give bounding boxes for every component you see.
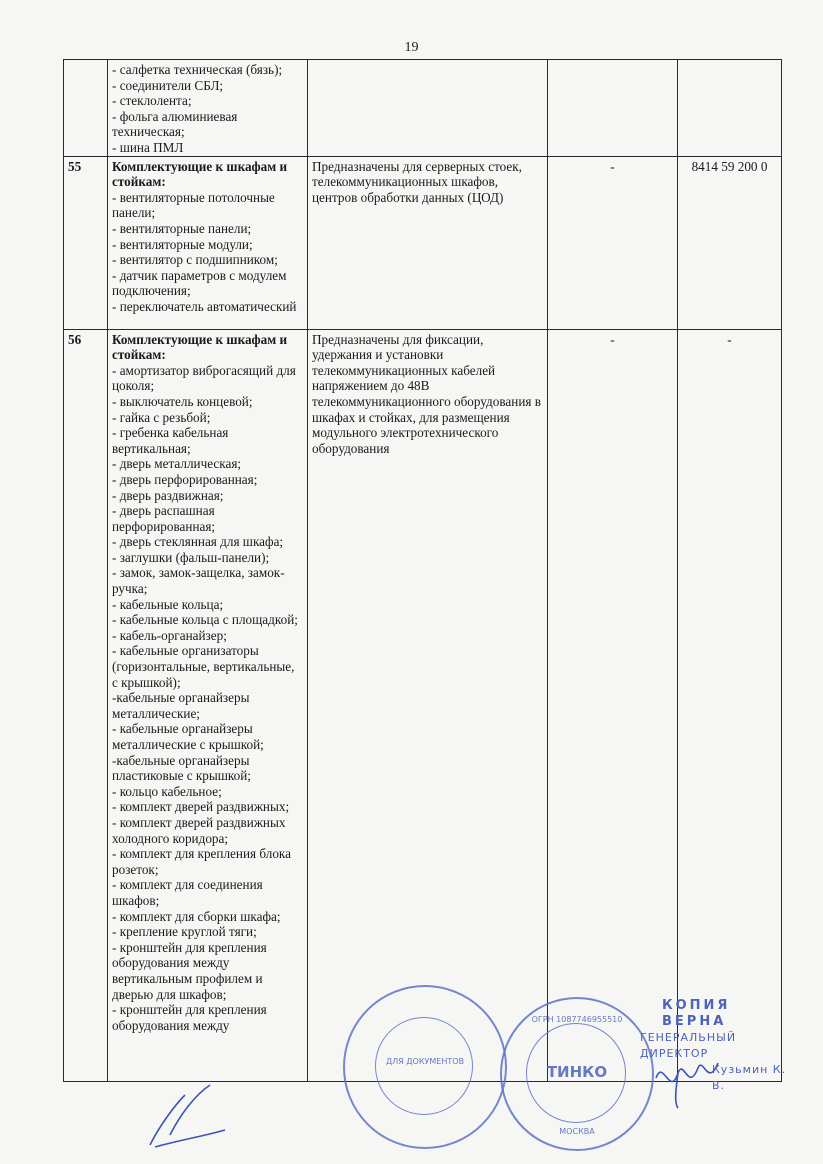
stamp-inner-ring xyxy=(375,1017,473,1115)
stamp-city: МОСКВА xyxy=(559,1127,595,1136)
list-item: - крепление круглой тяги; xyxy=(112,924,257,940)
list-item: - комплект для сборки шкафа; xyxy=(112,908,281,924)
list-item: - вентилятор с подшипником; xyxy=(112,252,278,268)
list-item: - вентиляторные потолочные панели; xyxy=(112,189,275,221)
cell-col4: - xyxy=(548,156,678,329)
cell-code: - xyxy=(678,329,782,1081)
list-item: - кабельные кольца; xyxy=(112,596,224,612)
table-row-55 xyxy=(64,156,782,329)
list-item: - кабельные кольца с площадкой; xyxy=(112,612,298,628)
cell-items xyxy=(108,156,308,329)
list-item: - кабель-органайзер; xyxy=(112,627,227,643)
row-title: Комплектующие к шкафам и стойкам: xyxy=(112,331,288,363)
cell-items xyxy=(108,60,308,157)
list-item: - соединители СБЛ; xyxy=(112,77,224,93)
list-item: - салфетка техническая (бязь); xyxy=(112,62,283,77)
company-stamp xyxy=(500,997,654,1151)
goods-table xyxy=(63,59,782,1082)
list-item: - комплект для крепления блока розеток; xyxy=(112,846,291,877)
list-item: - стеклолента; xyxy=(112,93,192,109)
table-row-56 xyxy=(64,329,782,1081)
cell-purpose: Предназначены для серверных стоек, телекоммуникационных шкафов, центров обработки данных (ЦОД) xyxy=(308,156,548,329)
list-item: - дверь стеклянная для шкафа; xyxy=(112,534,284,550)
cell-col4 xyxy=(548,60,678,157)
list-item: - кольцо кабельное; xyxy=(112,783,222,799)
list-item: - фольга алюминиевая техническая; xyxy=(112,108,238,140)
copy-stamp-name: Кузьмин К. В. xyxy=(712,1063,787,1092)
signature-right xyxy=(648,1048,728,1113)
stamp-ogrn: ОГРН 1087746955510 xyxy=(531,1015,623,1024)
cell-purpose: Предназначены для фиксации, удержания и установки телекоммуникационных кабелей напряжением до 48В телекоммуникационного оборудования в шкафах и стойках, для размещения модульного электротехнического оборудования xyxy=(308,329,548,1081)
list-item: - гребенка кабельная вертикальная; xyxy=(112,425,229,456)
list-item: - вентиляторные модули; xyxy=(112,236,253,252)
list-item: - кронштейн для крепления оборудования между xyxy=(112,1002,267,1033)
list-item: - комплект дверей раздвижных; xyxy=(112,799,290,815)
list-item: - кабельные организаторы (горизонтальные, вертикальные, с крышкой); xyxy=(112,643,295,690)
list-item: - заглушки (фальш-панели); xyxy=(112,549,270,565)
list-item: - переключатель автоматический xyxy=(112,298,297,314)
cell-number: 55 xyxy=(64,156,108,329)
list-item: - выключатель концевой; xyxy=(112,393,253,409)
cell-number xyxy=(64,60,108,157)
list-item: - комплект для соединения шкафов; xyxy=(112,877,263,908)
list-item: - комплект дверей раздвижных холодного коридора; xyxy=(112,814,286,846)
list-item: - кронштейн для крепления оборудования между вертикальным профилем и дверью для шкафов; xyxy=(112,939,267,1002)
row-title: Комплектующие к шкафам и стойкам: xyxy=(112,158,288,190)
list-item: - кабельные органайзеры металлические с крышкой; xyxy=(112,721,264,752)
list-item: - шина ПМЛ xyxy=(112,139,184,155)
cell-number: 56 xyxy=(64,329,108,1081)
cell-col4: - xyxy=(548,329,678,1081)
list-item: - гайка с резьбой; xyxy=(112,409,211,425)
list-item: - замок, замок-защелка, замок-ручка; xyxy=(112,565,285,597)
table-row-continued xyxy=(64,60,782,157)
cell-purpose xyxy=(308,60,548,157)
company-logo: ТИНКО xyxy=(546,1063,608,1081)
page-number: 19 xyxy=(404,40,419,55)
list-item: -кабельные органайзеры металлические; xyxy=(112,690,250,721)
list-item: - дверь раздвижная; xyxy=(112,487,224,503)
list-item: - дверь перфорированная; xyxy=(112,471,258,487)
cell-code xyxy=(678,60,782,157)
copy-stamp-position: ГЕНЕРАЛЬНЫЙ ДИРЕКТОР xyxy=(640,1031,737,1060)
certification-stamp xyxy=(343,985,507,1149)
list-item: - амортизатор виброгасящий для цоколя; xyxy=(112,362,296,394)
copy-stamp-title: КОПИЯ ВЕРНА xyxy=(662,998,731,1029)
cell-code: 8414 59 200 0 xyxy=(678,156,782,329)
list-item: - дверь металлическая; xyxy=(112,456,242,472)
signature-left xyxy=(140,1075,230,1155)
list-item: - вентиляторные панели; xyxy=(112,220,252,236)
stamp-center-text: ДЛЯ ДОКУМЕНТОВ xyxy=(385,1057,465,1066)
list-item: - дверь распашная перфорированная; xyxy=(112,503,216,534)
list-item: - датчик параметров с модулем подключения; xyxy=(112,267,287,299)
list-item: -кабельные органайзеры пластиковые с крышкой; xyxy=(112,752,251,784)
cell-items xyxy=(108,329,308,1081)
